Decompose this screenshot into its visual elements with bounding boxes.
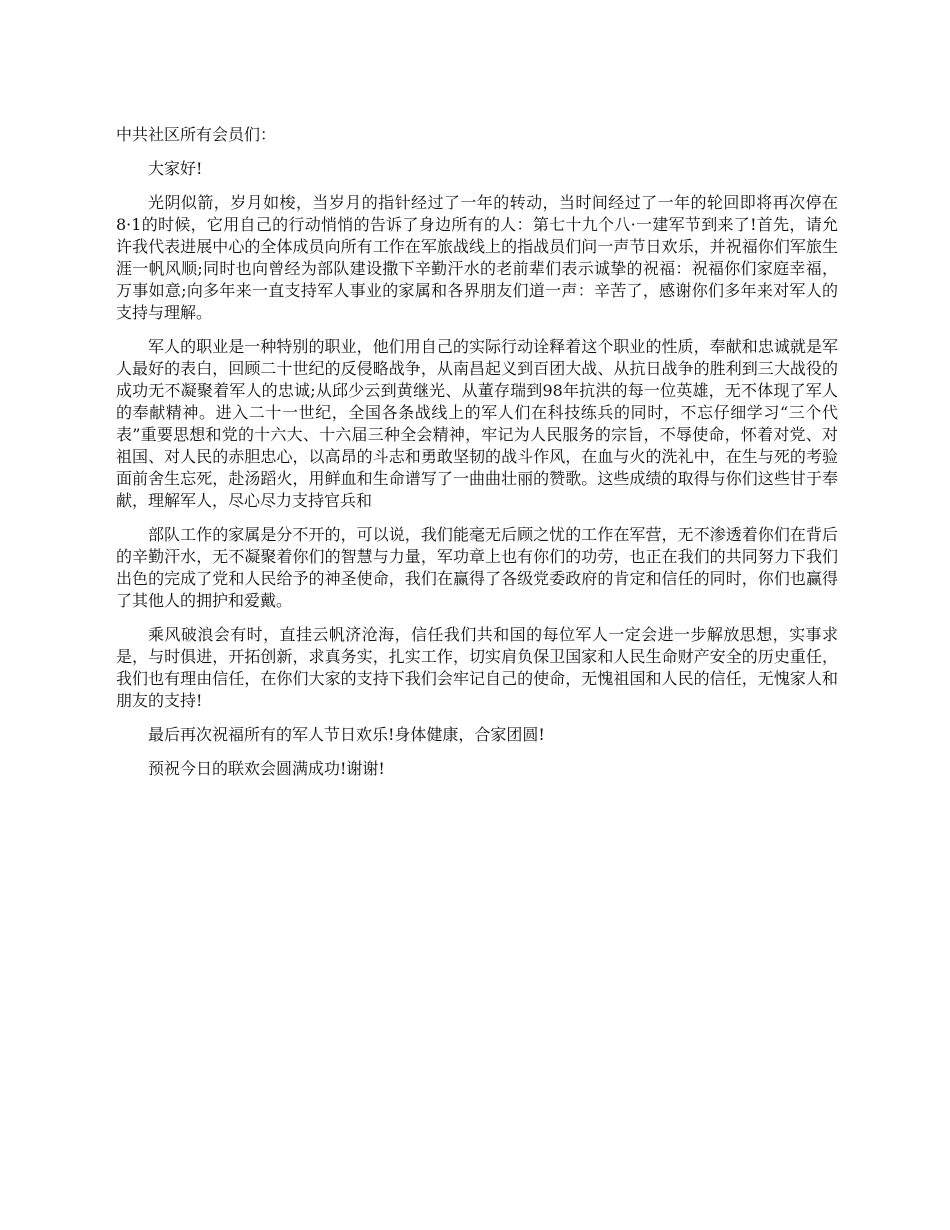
paragraph-5: 最后再次祝福所有的军人节日欢乐!身体健康，合家团圆! <box>148 725 545 744</box>
salutation: 中共社区所有会员们： <box>116 125 277 144</box>
greeting-paragraph: 大家好! <box>148 159 203 178</box>
paragraph-4: 乘风破浪会有时，直挂云帆济沧海，信任我们共和国的每位军人一定会进一步解放思想，实事求是，与时俱进，开拓创新，求真务实，扎实工作，切实肩负保卫国家和人民生命财产安全的历史重任，我们也有理由信任，在你们大家的支持下我们会牢记自己的使命，无愧祖国和人民的信任，无愧家人和朋友的支持! <box>116 625 838 710</box>
document-body <box>116 124 838 792</box>
paragraph-1: 光阴似箭，岁月如梭，当岁月的指针经过了一年的转动，当时间经过了一年的轮回即将再次停在8·1的时候，它用自己的行动悄悄的告诉了身边所有的人：第七十九个八·一建军节到来了!首先，请允许我代表进展中心的全体成员向所有工作在军旅战线上的指战员们问一声节日欢乐，并祝福你们军旅生涯一帆风顺;同时也向曾经为部队建设撒下辛勤汗水的老前辈们表示诚挚的祝福：祝福你们家庭幸福，万事如意;向多年来一直支持军人事业的家属和各界朋友们道一声：辛苦了，感谢你们多年来对军人的支持与理解。 <box>116 193 838 322</box>
paragraph-3: 部队工作的家属是分不开的，可以说，我们能毫无后顾之忧的工作在军营，无不渗透着你们在背后的辛勤汗水，无不凝聚着你们的智慧与力量，军功章上也有你们的功劳，也正在我们的共同努力下我们出色的完成了党和人民给予的神圣使命，我们在赢得了各级党委政府的肯定和信任的同时，你们也赢得了其他人的拥护和爱戴。 <box>116 525 838 610</box>
paragraph-2: 军人的职业是一种特别的职业，他们用自己的实际行动诠释着这个职业的性质，奉献和忠诚就是军人最好的表白，回顾二十世纪的反侵略战争，从南昌起义到百团大战、从抗日战争的胜利到三大战役的成功无不凝聚着军人的忠诚;从邱少云到黄继光、从董存瑞到98年抗洪的每一位英雄，无不体现了军人的奉献精神。进入二十一世纪，全国各条战线上的军人们在科技练兵的同时，不忘仔细学习“三个代表”重要思想和党的十六大、十六届三种全会精神，牢记为人民服务的宗旨，不辱使命，怀着对党、对祖国、对人民的赤胆忠心，以高昂的斗志和勇敢坚韧的战斗作风，在血与火的洗礼中，在生与死的考验面前舍生忘死，赴汤蹈火，用鲜血和生命谱写了一曲曲壮丽的赞歌。这些成绩的取得与你们这些甘于奉献，理解军人，尽心尽力支持官兵和 <box>116 337 838 510</box>
closing-paragraph: 预祝今日的联欢会圆满成功!谢谢! <box>148 759 385 778</box>
